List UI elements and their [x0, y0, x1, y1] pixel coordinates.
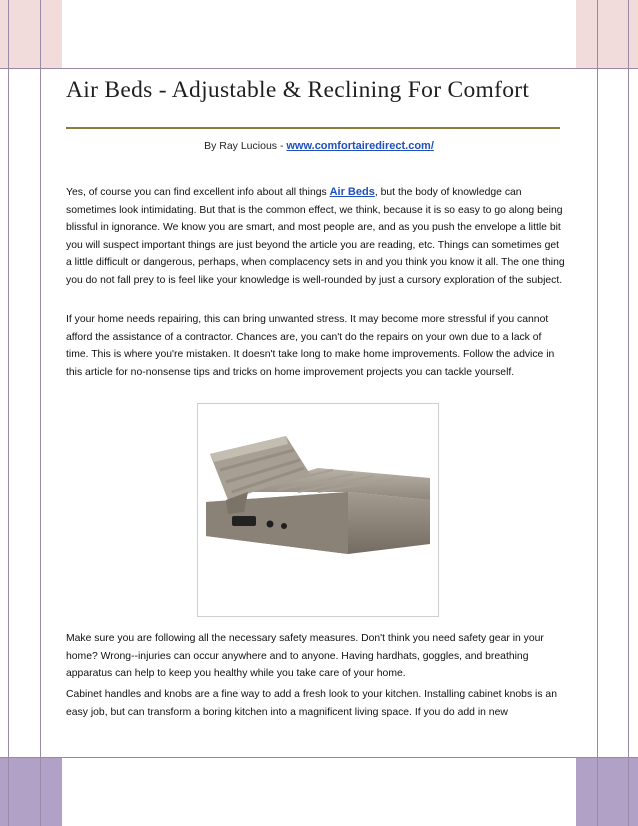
frame-line-right-outer — [628, 0, 629, 826]
frame-line-left-inner — [40, 0, 41, 826]
title-underline — [66, 127, 560, 129]
frame-line-right-inner — [597, 0, 598, 826]
paragraph-safety: Make sure you are following all the necessary safety measures. Don't think you need safety gear in your home? Wrong--injuries can occur anywhere and to anyone. Having hardhats, goggles, and breathing apparatus can help to keep you healthy while you take care of your home. — [66, 633, 544, 679]
byline-website-link[interactable]: www.comfortairedirect.com/ — [286, 140, 434, 152]
paragraph-intro — [66, 184, 566, 289]
frame-line-bottom — [0, 757, 638, 758]
air-beds-link[interactable]: Air Beds — [329, 186, 375, 198]
page-title: Air Beds - Adjustable & Reclining For Comfort — [66, 77, 530, 103]
paragraph-intro-end: , but the body of knowledge can sometimes look intimidating. But that is the common effect, we think, because it is so easy to go along being blissful in ignorance. We know you are smart, and most people are, and as you push the envelope a little bit you will suspect important things are just beyond the article you are reading, etc. Things can sometimes get a little difficult or dangerous, perhaps, when complacency sets in and you think you know it all. The one thing you do not fall prey to is feel like your knowledge is well-rounded by just a cursory exploration of the subject. — [66, 187, 565, 286]
frame-line-left-outer — [8, 0, 9, 826]
paragraph-repairs: If your home needs repairing, this can bring unwanted stress. It may become more stressful if you cannot afford the assistance of a contractor. Chances are, you can't do the repairs on your own due to a lack of time. This is where you're mistaken. It doesn't take long to make home improvements. Follow the advice in this article for no-nonsense tips and tricks on home improvement projects you can tackle yourself. — [66, 314, 555, 378]
paragraph-cabinet: Cabinet handles and knobs are a fine way to add a fresh look to your kitchen. Installing cabinet knobs is an easy job, but can transform a boring kitchen into a magnificent living space. If you do add in new — [66, 689, 557, 718]
byline-author: By Ray Lucious - — [204, 140, 287, 152]
paragraph-intro-start: Yes, of course you can find excellent info about all things — [66, 187, 330, 198]
frame-line-top — [0, 68, 638, 69]
byline — [0, 140, 638, 152]
air-bed-image — [197, 403, 439, 617]
